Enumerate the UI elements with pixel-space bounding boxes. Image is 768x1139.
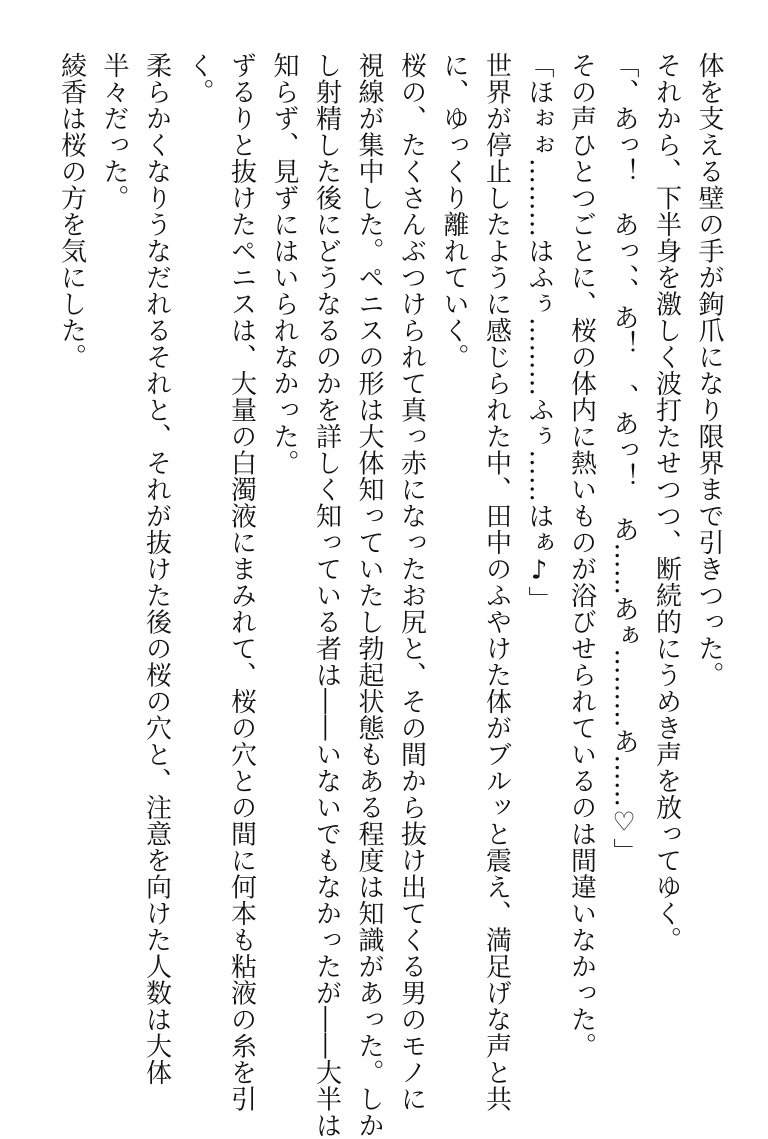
- text-line: それから、下半身を激しく波打たせつつ、断続的にうめき声を放ってゆく。: [651, 52, 682, 953]
- text-line: く。: [184, 52, 214, 105]
- text-line: 体を支える壁の手が鉤爪になり限界まで引きつった。: [694, 52, 724, 688]
- text-line: その声ひとつごとに、桜の体内に熱いものが浴びせられているのは間違いなかった。: [566, 52, 597, 1059]
- vertical-text-body: [30, 52, 730, 1139]
- text-line: 綾香は桜の方を気にした。: [56, 52, 87, 370]
- text-line: 柔らかくなりうなだれるそれと、それが抜けた後の桜の穴と、注意を向けた人数は大体: [141, 52, 172, 1086]
- text-line: 「、あっ！ あっ、、あ！ 、あっ！ あ……あぁ………あ……♡」: [609, 52, 639, 865]
- text-line: ずるりと抜けたペニスは、大量の白濁液にまみれて、桜の穴との間に何本も粘液の糸を引: [226, 52, 257, 1112]
- text-line: 「ほぉぉ………はふぅ………ふぅ……はぁ♪」: [524, 52, 554, 613]
- text-line: 桜の、たくさんぶつけられて真っ赤になったお尻と、その間から抜け出てくる男のモノに: [396, 52, 427, 1112]
- text-line: 世界が停止したように感じられた中、田中のふやけた体がブルッと震え、満足げな声と共: [481, 52, 512, 1112]
- text-line: に、ゆっくり離れていく。: [439, 52, 469, 370]
- text-line: 視線が集中した。ペニスの形は大体知っていたし勃起状態もある程度は知識があった。しか: [354, 52, 384, 1139]
- text-line: 半々だった。: [99, 52, 129, 211]
- text-line: 知らず、見ずにはいられなかった。: [269, 52, 299, 476]
- text-line: し射精した後にどうなるのかを詳しく知っている者は――いないでもなかったが――大半は: [311, 52, 342, 1139]
